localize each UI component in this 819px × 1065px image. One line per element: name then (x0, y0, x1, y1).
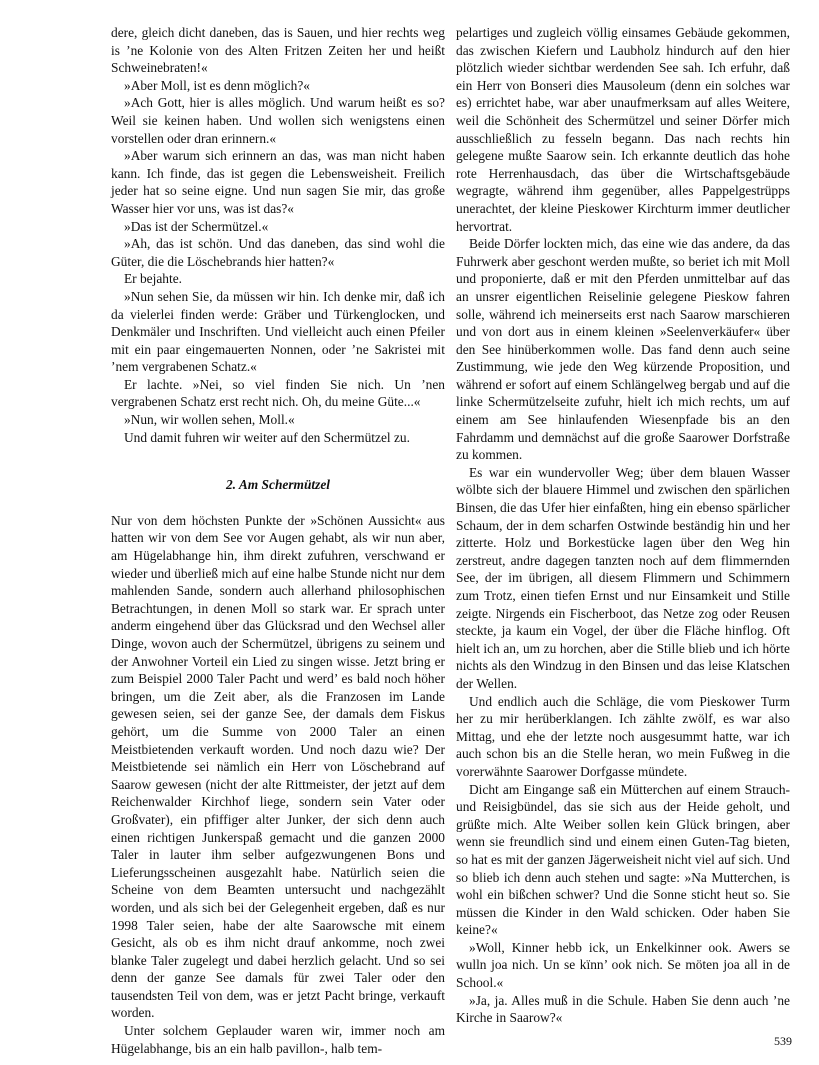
paragraph: »Das ist der Schermützel.« (124, 218, 269, 234)
paragraph: »Nun sehen Sie, da müssen wir hin. Ich denke mir, daß ich da vielerlei finden werde: Gräber und Türkenglocken, und Denkmäler und Inschriften. Und vielleicht auch einen Pfeiler mit ein paar eingemauerten Nonnen, oder ’ne Sakristei mit ’nem vergrabenen Schatz.« (111, 288, 445, 375)
left-column-text-before-heading (111, 24, 445, 446)
paragraph: »Ja, ja. Alles muß in die Schule. Haben Sie denn auch ’ne Kirche in Saarow?« (456, 992, 790, 1026)
paragraph: Und endlich auch die Schläge, die vom Pieskower Turm her zu mir herüberklangen. Ich zählte zwölf, es war also Mittag, und ehe der letzte noch ausgesummt hatte, war ich auch schon bis an die Stelle heran, wo mein Fußweg in die vorerwähnte Saarower Dorfgasse mündete. (456, 693, 790, 779)
paragraph: »Ah, das ist schön. Und das daneben, das sind wohl die Güter, die die Löschebrands hier hatten?« (111, 236, 445, 269)
paragraph: dere, gleich dicht daneben, das is Sauen, und hier rechts weg is ’ne Kolonie von des Alten Fritzen Zeiten her und heißt Schweinebraten!« (111, 25, 445, 76)
paragraph: Es war ein wundervoller Weg; über dem blauen Wasser wölbte sich der blauere Himmel und zwischen den spärlichen Binsen, die das Ufer hier einfaßten, hing ein ebenso spärlicher Schaum, der in dem scharfen Ostwinde beständig hin und her zitterte. Holz und Borkestücke lagen über den Weg hin zerstreut, andre dagegen tanzten noch auf dem flimmernden See, der im übrigen, all diesem Flimmern und Schimmern zum Trotz, einen tiefen Ernst und nur Einsamkeit und Stille zeigte. Nirgends ein Fischerboot, das Netze zog oder Reusen steckte, ja kaum ein Vogel, der über die Fläche hinflog. Oft hielt ich an, um zu horchen, aber die Stille blieb und ich hörte nichts als den Windzug in den Binsen und das leise Klatschen der Wellen. (456, 464, 790, 691)
right-column (456, 24, 790, 1027)
section-heading: 2. Am Schermützel (225, 477, 331, 493)
right-column-text (456, 24, 790, 1027)
paragraph: »Aber Moll, ist es denn möglich?« (124, 77, 310, 93)
page-number: 539 (774, 1034, 792, 1048)
left-column-text-after-heading (111, 512, 445, 1057)
paragraph: Dicht am Eingange saß ein Mütterchen auf einem Strauch- und Reisigbündel, das sie sich aus der Heide geholt, und grüßte mich. Alte Weiber sollen kein Glück bringen, aber wenn sie freundlich sind und einem einen Guten-Tag bieten, so hat es mit der ganzen Jägerweisheit nicht viel auf sich. Und so blieb ich denn auch stehen und sagte: »Na Mutterchen, is wohl ein bißchen schwer? Und die Sonne sticht heut so. Sie müssen die Kinder in den Wald schicken. Oder haben Sie keine?« (456, 781, 790, 938)
paragraph: Er bejahte. (124, 271, 182, 287)
paragraph: Und damit fuhren wir weiter auf den Schermützel zu. (124, 429, 410, 445)
paragraph: Beide Dörfer lockten mich, das eine wie das andere, da das Fuhrwerk aber geschont werden mußte, so beriet ich mit Moll und proponierte, daß er mit den Pferden unmittelbar auf das an unsrer eigentlichen Reiselinie gelegene Pieskow fahren solle, während ich meinerseits erst nach Saarow marschieren und von dort aus in einem kleinen »Seelenverkäufer« über den See hinüberkommen wolle. Das fand denn auch seine Zustimmung, wie jede den Weg kürzende Proposition, und während er sofort auf einem Schlängelweg bergab und auf die linke Schermützelseite zufuhr, hielt ich mich rechts, um auf einem am See hinlaufenden Wiesenpfade bis an den Fahrdamm und demnächst auf die große Saarower Dorfstraße zu kommen. (456, 236, 790, 463)
paragraph: »Nun, wir wollen sehen, Moll.« (124, 412, 295, 428)
paragraph: Nur von dem höchsten Punkte der »Schönen Aussicht« aus hatten wir von dem See vor Augen gehabt, als wir nun aber, am Hügelabhange hin, ihm direkt zufuhren, verschwand er wieder und überließ mich auf eine halbe Stunde nicht nur dem mahlenden Sande, sondern auch allerhand philosophischen Betrachtungen, in denen Moll so stark war. Er sprach unter anderm eingehend über das Glücksrad und den Wechsel aller Dinge, wovon auch der Schermützel, übrigens zu seinem und der Anwohner Vorteil ein Lied zu singen wisse. Jetzt bring er zum Beispiel 2000 Taler Pacht und werd’ es bald noch höher bringen, um die Zeit aber, als die Franzosen im Lande gewesen seien, sei der ganze See, der damals dem Fiskus gehört, um die Summe von 2000 Taler an einen Meistbietenden verkauft worden. Und noch dazu wie? Der Meistbietende sei nämlich ein Herr von Löschebrand auf Saarow gewesen (nicht der alte Rittmeister, der jetzt auf dem Reichenwalder Kirchhof liege, sondern sein Vater oder Großvater), ein pfiffiger alter Junker, der sich denn auch einen richtigen Junkerspaß gemacht und die ganzen 2000 Taler in lauter ihm selber aufgezwungenen Bons und Lieferungsscheinen ausgezahlt habe. Natürlich seien die Scheine von dem Beamten untersucht und nachgezählt worden, und als sich bei der Gelegenheit ergeben, daß es nur 1998 Taler seien, habe der alte Saarowsche mit einem Gesicht, als ob es ihm nicht drauf ankomme, noch zwei blanke Taler zugelegt und dabei herzlich gelacht. Und so sei denn der ganze See damals für zwei Taler oder den tausendsten Teil von dem, was er jetzt Pacht bringe, verkauft worden. (111, 512, 445, 1021)
left-column (111, 24, 445, 1057)
paragraph: »Woll, Kinner hebb ick, un Enkelkinner ook. Awers se wulln joa nich. Un se kïnn’ ook nich. Se möten joa all in de School.« (456, 939, 790, 991)
paragraph: Unter solchem Geplauder waren wir, immer noch am Hügelabhange, bis an ein halb pavillon-, halb tem- (111, 1023, 445, 1056)
paragraph: Er lachte. »Nei, so viel finden Sie nich. Un ’nen vergrabenen Schatz erst recht nich. Oh, du meine Güte...« (111, 376, 445, 410)
paragraph: »Ach Gott, hier is alles möglich. Und warum heißt es so? Weil sie keinen haben. Und wollen sich wenigstens einen vorstellen oder dran erinnern.« (111, 95, 445, 146)
paragraph: pelartiges und zugleich völlig einsames Gebäude gekommen, das zwischen Kiefern und Laubholz hindurch auf den hier plötzlich wieder sichtbar werdenden See sah. Ich erfuhr, daß ein Herr von Bonseri dies Mausoleum (denn ein solches war es) errichtet habe, war aber unaufmerksam auf alles Weitere, weil die Schönheit des Schermützel und seiner Dörfer mich ausschließlich zu fesseln begann. Das nach rechts hin gelegene mußte Saarow sein. Ich erkannte deutlich das hohe rote Herrenhausdach, das über die Wirtschaftsgebäude wegragte, während ihm gegenüber, alles Pappelgestrüpps unerachtet, der kleine Pieskower Kirchturm immer deutlicher hervortrat. (456, 25, 790, 234)
paragraph: »Aber warum sich erinnern an das, was man nicht haben kann. Ich finde, das ist gegen die Lebensweisheit. Freilich jeder hat so seine eigne. Und nun sagen Sie mir, das große Wasser hier vor uns, was ist das?« (111, 148, 445, 216)
